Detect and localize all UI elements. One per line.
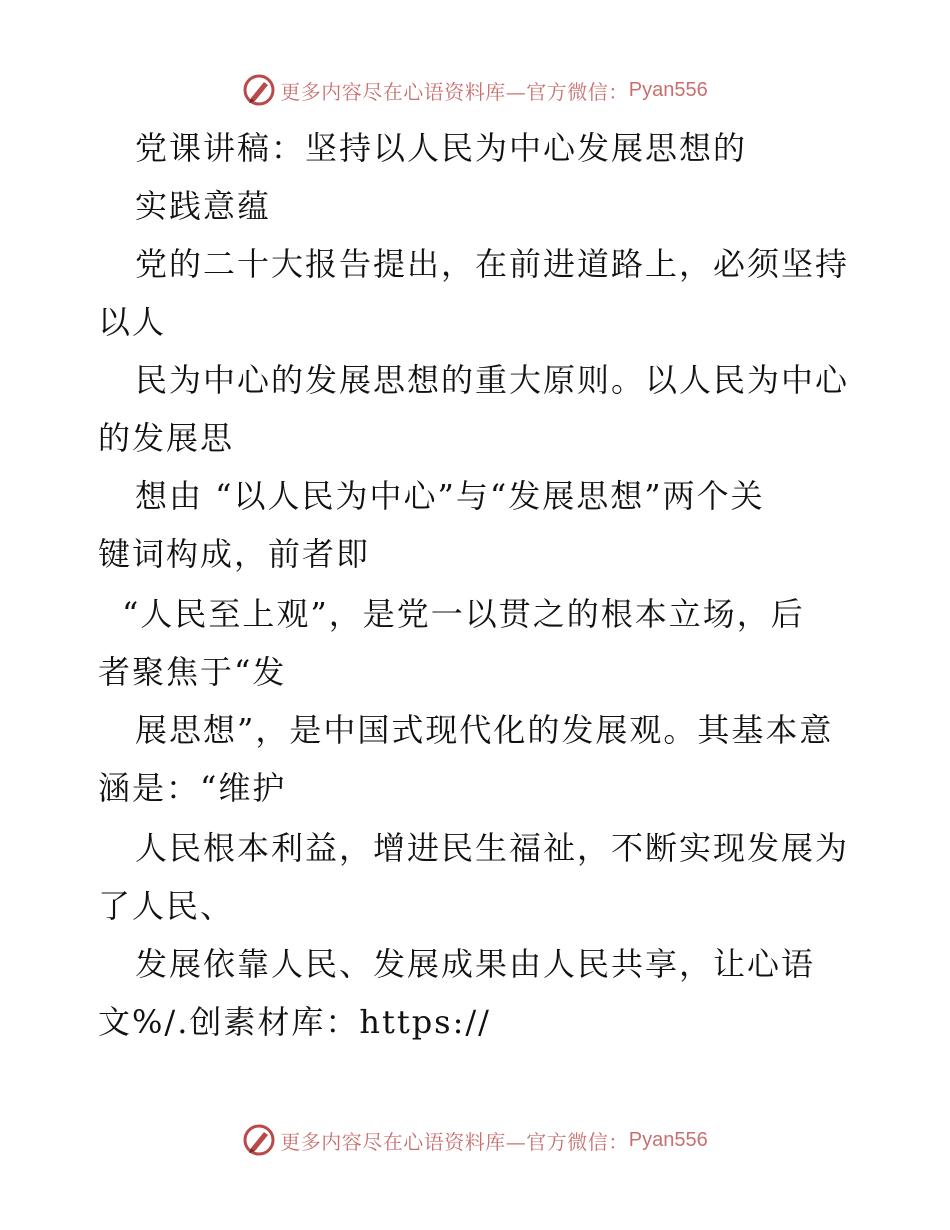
body-line: 者聚焦于“发: [98, 653, 287, 691]
body-line: 想由 “以人民为中心”与“发展思想”两个关: [135, 477, 765, 515]
body-line: 展思想”，是中国式现代化的发展观。其基本意: [135, 711, 834, 749]
body-line: 人民根本利益，增进民生福祉，不断实现发展为: [135, 829, 850, 867]
body-line: 键词构成，前者即: [98, 535, 371, 573]
title-line-1: 党课讲稿：坚持以人民为中心发展思想的: [135, 129, 748, 167]
footer-watermark: [0, 1120, 950, 1160]
watermark-contact: Pyan556: [628, 78, 708, 101]
title-line-2: 实践意蕴: [135, 187, 272, 225]
body-line: 发展依靠人民、发展成果由人民共享，让心语: [135, 945, 816, 983]
pen-logo-icon: [242, 73, 276, 107]
body-line: 以人: [98, 303, 167, 341]
body-line: 民为中心的发展思想的重大原则。以人民为中心: [135, 361, 850, 399]
body-line: 文%/.创素材库：https://: [98, 1003, 491, 1041]
body-line: 的发展思: [98, 419, 235, 457]
pen-logo-icon: [242, 1123, 276, 1157]
watermark-text: 更多内容尽在心语资料库—官方微信：: [280, 1129, 629, 1154]
header-watermark: [0, 70, 950, 110]
watermark-text: 更多内容尽在心语资料库—官方微信：: [280, 79, 629, 104]
body-line: 了人民、: [98, 887, 235, 925]
body-line: “人民至上观”，是党一以贯之的根本立场，后: [122, 595, 805, 633]
watermark-contact: Pyan556: [628, 1128, 708, 1151]
body-line: 涵是：“维护: [98, 769, 287, 807]
body-line: 党的二十大报告提出，在前进道路上，必须坚持: [135, 245, 850, 283]
